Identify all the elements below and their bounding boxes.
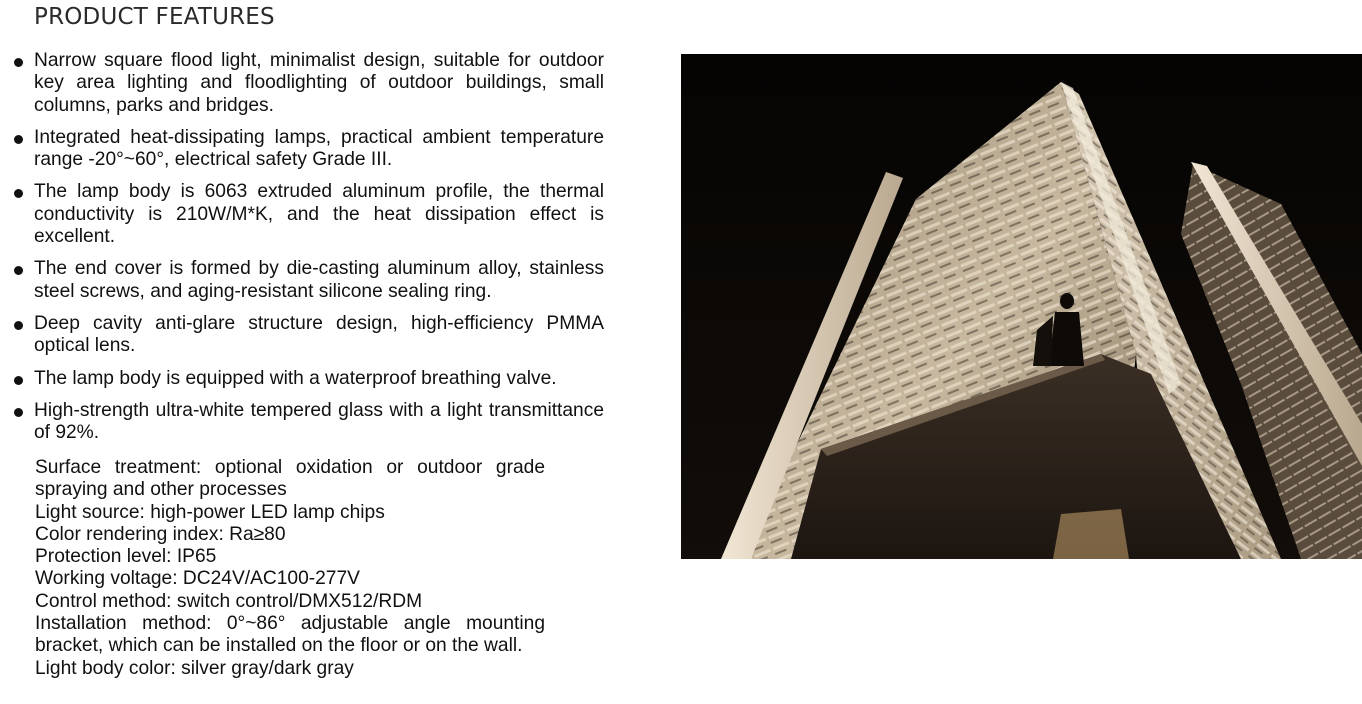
bullet-icon	[14, 408, 23, 417]
feature-text: Integrated heat-dissipating lamps, practical ambient temperature range -20°~60°, electrical safety Grade III.	[34, 126, 604, 171]
feature-text: Deep cavity anti-glare structure design, high-efficiency PMMA optical lens.	[34, 312, 604, 357]
feature-item	[0, 368, 604, 390]
spec-working-voltage: Working voltage: DC24V/AC100-277V	[35, 568, 360, 590]
feature-text: The lamp body is equipped with a waterproof breathing valve.	[34, 367, 557, 389]
building-photo	[681, 54, 1362, 559]
spec-surface-treatment: Surface treatment: optional oxidation or outdoor grade spraying and other processes	[35, 457, 545, 501]
spec-body-color: Light body color: silver gray/dark gray	[35, 657, 354, 679]
bullet-icon	[14, 58, 23, 67]
feature-list	[0, 50, 604, 444]
feature-item	[0, 50, 604, 117]
feature-text: High-strength ultra-white tempered glass with a light transmittance of 92%.	[34, 399, 604, 444]
bullet-icon	[14, 189, 23, 198]
feature-text: The lamp body is 6063 extruded aluminum profile, the thermal conductivity is 210W/M*K, and the heat dissipation effect is excellent.	[34, 181, 604, 248]
bullet-icon	[14, 266, 23, 275]
feature-item	[0, 313, 604, 358]
feature-item	[0, 181, 604, 248]
bullet-icon	[14, 135, 23, 144]
bullet-icon	[14, 376, 23, 385]
feature-text: The end cover is formed by die-casting aluminum alloy, stainless steel screws, and aging-resistant silicone sealing ring.	[34, 258, 604, 302]
feature-text: Narrow square flood light, minimalist design, suitable for outdoor key area lighting and floodlighting of outdoor buildings, small columns, parks and bridges.	[34, 50, 604, 116]
bullet-icon	[14, 321, 23, 330]
feature-item	[0, 400, 604, 445]
spec-list	[35, 457, 545, 680]
spec-control-method: Control method: switch control/DMX512/RDM	[35, 590, 423, 612]
spec-color-rendering: Color rendering index: Ra≥80	[35, 523, 286, 545]
spec-installation-method: Installation method: 0°~86° adjustable angle mounting bracket, which can be installed on the floor or on the wall.	[35, 613, 545, 657]
feature-item	[0, 127, 604, 172]
feature-item	[0, 258, 604, 303]
page-title: PRODUCT FEATURES	[34, 4, 275, 30]
spec-protection-level: Protection level: IP65	[35, 546, 217, 568]
spec-light-source: Light source: high-power LED lamp chips	[35, 501, 385, 523]
